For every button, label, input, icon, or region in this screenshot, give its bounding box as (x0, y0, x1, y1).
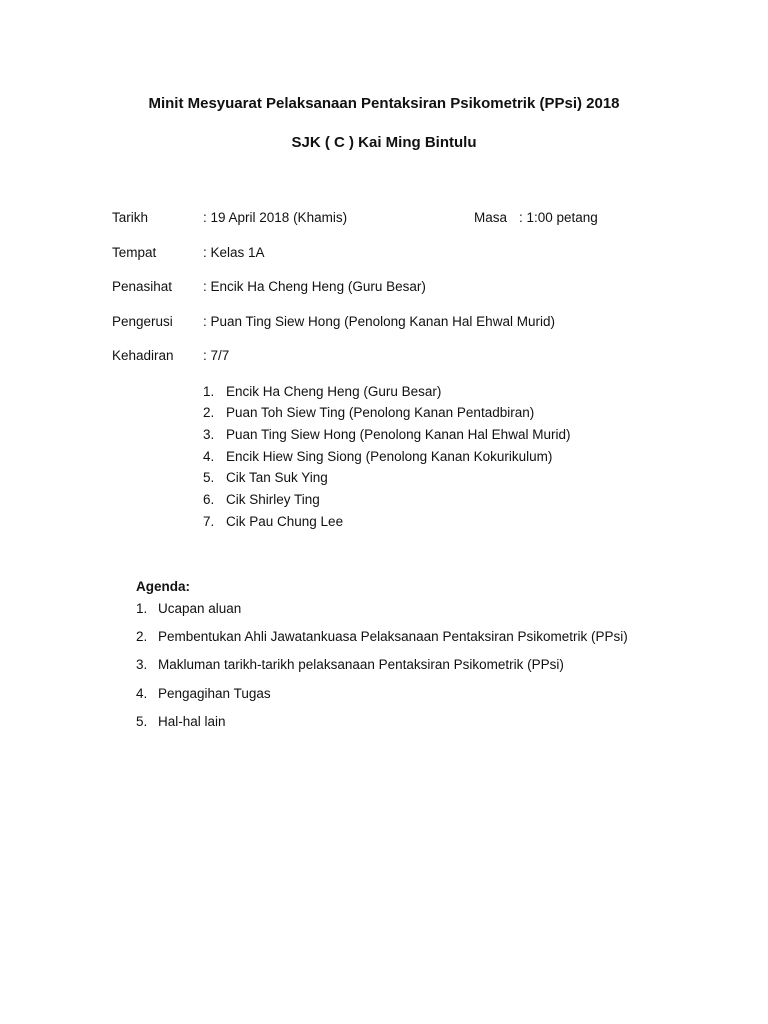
attendee-name: Puan Ting Siew Hong (Penolong Kanan Hal Ehwal Murid) (226, 427, 571, 442)
agenda-item-text: Pengagihan Tugas (158, 686, 271, 701)
pengerusi-value: : Puan Ting Siew Hong (Penolong Kanan Hal Ehwal Murid) (203, 314, 555, 329)
masa-value: : 1:00 petang (519, 210, 598, 225)
tarikh-value: : 19 April 2018 (Khamis) (203, 210, 348, 225)
agenda-item-text: Makluman tarikh-tarikh pelaksanaan Pentaksiran Psikometrik (PPsi) (158, 657, 564, 672)
agenda-heading: Agenda: (136, 579, 190, 594)
attendee-name: Encik Hiew Sing Siong (Penolong Kanan Kokurikulum) (226, 449, 553, 464)
list-number: 5. (203, 470, 215, 485)
list-number: 5. (136, 714, 148, 729)
school-name: SJK ( C ) Kai Ming Bintulu (291, 134, 477, 151)
list-number: 1. (136, 601, 148, 616)
list-number: 3. (136, 657, 148, 672)
masa-label: Masa (474, 210, 508, 225)
kehadiran-label: Kehadiran (112, 348, 174, 363)
list-number: 2. (136, 629, 148, 644)
tempat-value: : Kelas 1A (203, 245, 265, 260)
attendee-name: Cik Pau Chung Lee (226, 514, 344, 529)
penasihat-value: : Encik Ha Cheng Heng (Guru Besar) (203, 279, 426, 294)
list-number: 4. (136, 686, 148, 701)
list-number: 7. (203, 514, 215, 529)
tarikh-label: Tarikh (112, 210, 149, 225)
attendee-name: Cik Tan Suk Ying (226, 470, 328, 485)
agenda-item-text: Hal-hal lain (158, 714, 226, 729)
agenda-item-text: Ucapan aluan (158, 601, 242, 616)
list-number: 1. (203, 384, 215, 399)
attendee-name: Puan Toh Siew Ting (Penolong Kanan Pentadbiran) (226, 405, 535, 420)
list-number: 6. (203, 492, 215, 507)
attendee-name: Encik Ha Cheng Heng (Guru Besar) (226, 384, 442, 399)
list-number: 4. (203, 449, 215, 464)
list-number: 2. (203, 405, 215, 420)
tempat-label: Tempat (112, 245, 157, 260)
penasihat-label: Penasihat (112, 279, 173, 294)
kehadiran-value: : 7/7 (203, 348, 230, 363)
agenda-item-text: Pembentukan Ahli Jawatankuasa Pelaksanaan Pentaksiran Psikometrik (PPsi) (158, 629, 628, 644)
document-title: Minit Mesyuarat Pelaksanaan Pentaksiran Psikometrik (PPsi) 2018 (148, 95, 620, 112)
attendee-name: Cik Shirley Ting (226, 492, 320, 507)
list-number: 3. (203, 427, 215, 442)
pengerusi-label: Pengerusi (112, 314, 173, 329)
